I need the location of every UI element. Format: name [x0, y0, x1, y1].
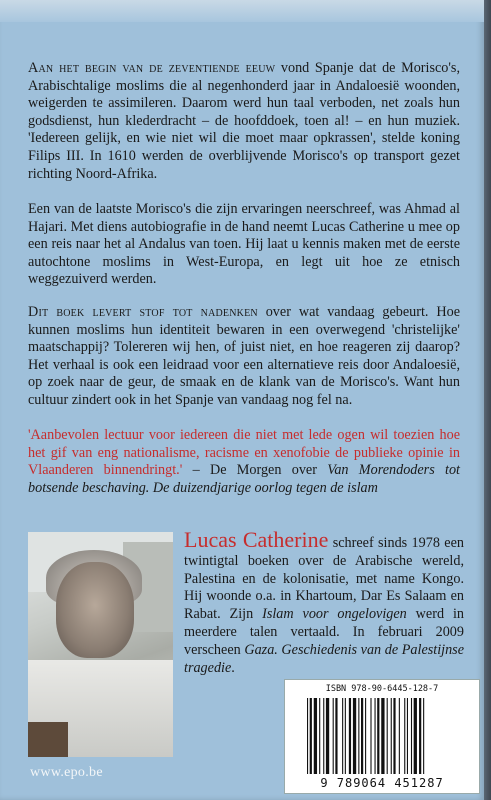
barcode-bars: [307, 698, 463, 774]
barcode-label: [284, 679, 480, 794]
publisher-website[interactable]: www.epo.be: [30, 765, 103, 780]
author-book-title-1: Islam voor ongelovigen: [262, 606, 407, 623]
barcode-digits: 9 789064 451287: [320, 776, 444, 790]
review-attribution: – De Morgen over: [182, 462, 328, 479]
blurb-paragraph-1-lead: Aan het begin van de zeventiende eeuw: [28, 60, 276, 76]
blurb-paragraph-3: [28, 304, 460, 410]
author-bio: [184, 527, 465, 677]
page-edge: [484, 0, 491, 800]
author-photo: [28, 532, 173, 757]
author-bio-text-1: schreef sinds 1978 een twintigtal boeken over de Arabische wereld, Palestina en de kolonisatie, met name Kongo. Hij woonde o.a. in Khartoum, Dar Es Salaam en Rabat. Zijn: [184, 535, 464, 623]
reviewed-book-title: Van Morendoders tot botsende beschaving. De duizendjarige oorlog tegen de islam: [28, 462, 460, 496]
review-quote: [28, 427, 460, 497]
cover-top-edge: [0, 0, 484, 22]
author-book-title-2: Gaza. Geschiedenis van de Palestijnse tragedie: [184, 641, 465, 676]
author-bio-text-3: .: [231, 659, 235, 676]
review-quote-text: 'Aanbevolen lectuur voor iedereen die niet met lede ogen wil toezien hoe het gif van eng nationalisme, racisme en xenofobie de publieke opinie in Vlaanderen binnendringt.': [28, 427, 460, 479]
author-name: Lucas Catherine: [184, 527, 329, 552]
author-bio-text-2: werd in meerdere talen vertaald. In februari 2009 verscheen: [184, 606, 464, 658]
blurb-paragraph-2: Een van de laatste Morisco's die zijn ervaringen neerschreef, was Ahmad al Hajari. Met diens autobiografie in de hand neemt Lucas Catherine u mee op een reis naar het al Andalus van toen. Hij laat u kennis maken met de eerste autochtone moslims in West-Europa, en legt uit hoe ze etnisch weggezuiverd werden.: [28, 201, 460, 288]
blurb-paragraph-1-text: vond Spanje dat de Morisco's, Arabischtalige moslims die al negenhonderd jaar in Andaloesië woonden, weigerden te assimileren. Daarom werd hun taal verboden, net zoals hun godsdienst, hun klederdracht – de hoofddoek, toen al! – en hun muziek. 'Iedereen gelijk, en wie niet wil die moet maar opkrassen', stelde koning Filips III. In 1610 werden de overblijvende Morisco's op transport gezet richting Noord-Afrika.: [28, 60, 461, 182]
isbn-text: ISBN 978-90-6445-128-7: [325, 684, 439, 694]
blurb-paragraph-1: [28, 60, 460, 183]
blurb-paragraph-3-lead: Dit boek levert stof tot nadenken: [28, 304, 258, 320]
blurb-paragraph-3-text: over wat vandaag gebeurt. Hoe kunnen moslims hun identiteit bewaren in een overwegend 'christelijke' maatschappij? Tolereren wij hen, of juist niet, en hoe reageren zij daarop? Het verhaal is ook een leidraad voor een alternatieve reis door Andaloesië, op zoek naar de geur, de smaak en de klank van de Morisco's. Want hun cultuur zindert ook in het Spanje van vandaag nog fel na.: [28, 304, 460, 408]
